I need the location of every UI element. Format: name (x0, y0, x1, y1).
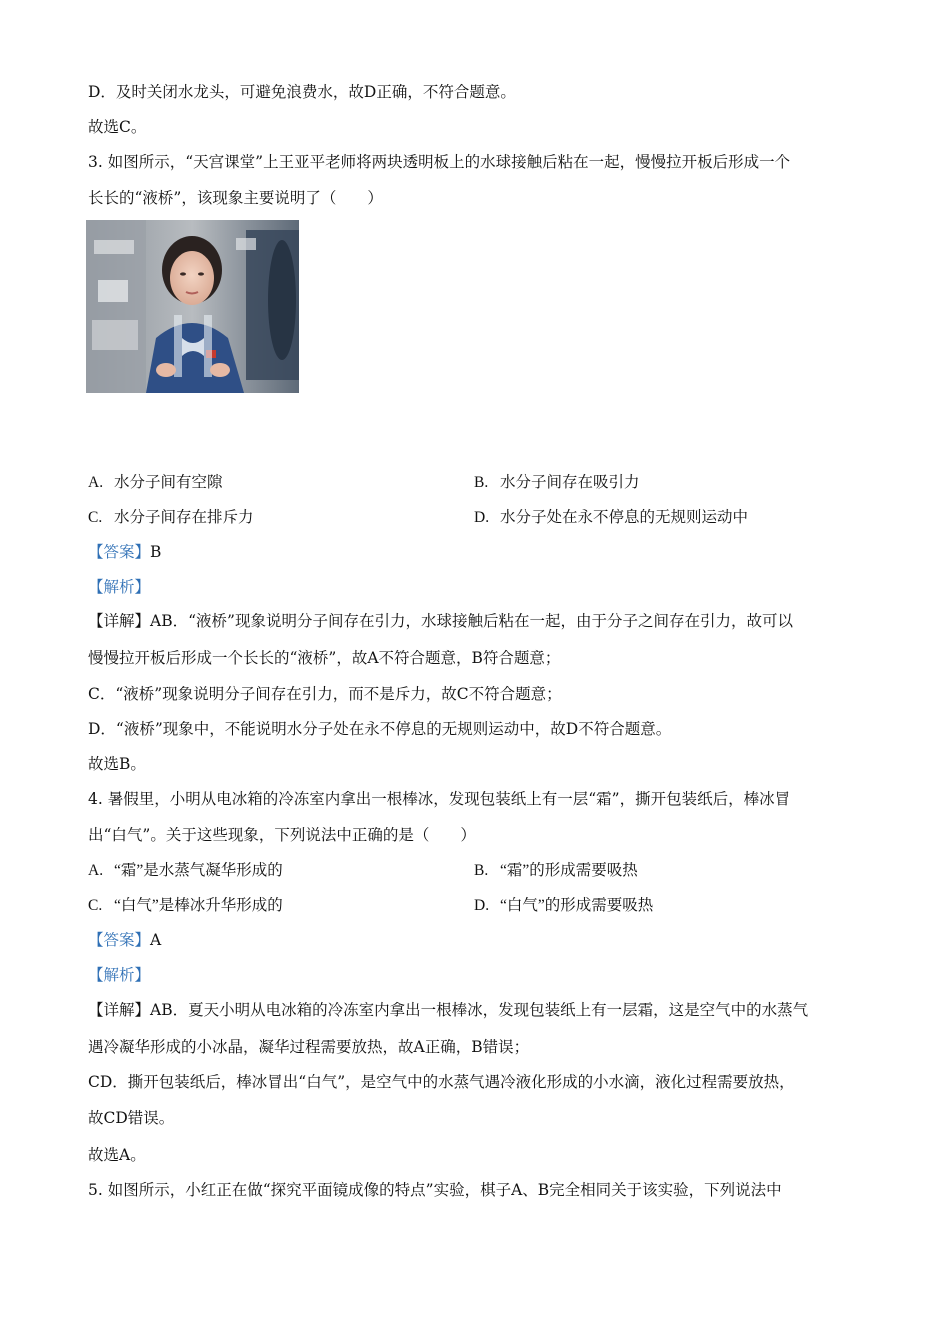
q2-choice: 故选C。 (88, 118, 147, 136)
q5-stem-line-1: 5. 如图所示，小红正在做“探究平面镜成像的特点”实验，棋子A、B完全相同关于该实验，下列说法中 (88, 1181, 782, 1199)
q2-option-d-analysis: D．及时关闭水龙头，可避免浪费水，故D正确，不符合题意。 (88, 83, 516, 101)
q4-option-d (474, 896, 653, 916)
q3-option-a (88, 473, 223, 493)
option-letter: C. (88, 897, 103, 914)
option-text: “白气”是棒冰升华形成的 (114, 897, 283, 914)
detail-tag: 【详解】 (88, 612, 151, 630)
answer-tag: 【答案】 (88, 931, 151, 949)
q3-answer (88, 542, 161, 562)
answer-tag: 【答案】 (88, 543, 151, 561)
option-letter: A. (88, 474, 104, 491)
q4-detail-line-4: 故CD错误。 (88, 1109, 175, 1127)
q3-detail-line-2: 慢慢拉开板后形成一个长长的“液桥”，故A不符合题意，B符合题意； (88, 649, 561, 667)
detail-text: AB．夏天小明从电冰箱的冷冻室内拿出一根棒冰，发现包装纸上有一层霜，这是空气中的水蒸气 (150, 1001, 809, 1019)
q3-detail-line-4: D．“液桥”现象中，不能说明水分子处在永不停息的无规则运动中，故D不符合题意。 (88, 720, 672, 738)
option-text: 水分子间有空隙 (114, 474, 223, 491)
q3-detail-line-3: C．“液桥”现象说明分子间存在引力，而不是斥力，故C不符合题意； (88, 685, 562, 703)
detail-text: AB．“液桥”现象说明分子间存在引力，水球接触后粘在一起，由于分子之间存在引力，故可以 (150, 612, 793, 630)
q3-option-d (474, 508, 748, 528)
q4-stem-line-1: 4. 暑假里，小明从电冰箱的冷冻室内拿出一根棒冰，发现包装纸上有一层“霜”，撕开包装纸后，棒冰冒 (88, 790, 791, 808)
option-letter: B. (474, 474, 489, 491)
option-letter: A. (88, 862, 104, 879)
option-letter: B. (474, 862, 489, 879)
q4-option-b (474, 861, 638, 881)
q3-stem-line-1: 3. 如图所示，“天宫课堂”上王亚平老师将两块透明板上的水球接触后粘在一起，慢慢拉开板后形成一个 (88, 153, 791, 171)
q4-stem-line-2: 出“白气”。关于这些现象，下列说法中正确的是（ ） (88, 826, 476, 844)
q4-detail-line-3: CD．撕开包装纸后，棒冰冒出“白气”，是空气中的水蒸气遇冷液化形成的小水滴，液化过程需要放热， (88, 1073, 795, 1091)
q4-option-a (88, 861, 283, 881)
option-text: 水分子处在永不停息的无规则运动中 (500, 509, 749, 526)
q3-option-c (88, 508, 254, 528)
answer-value: A (150, 931, 162, 949)
q3-photo-liquid-bridge (86, 220, 299, 393)
q3-option-b (474, 473, 640, 493)
q3-detail-line-1 (88, 611, 793, 631)
option-letter: D. (474, 509, 490, 526)
option-text: 水分子间存在吸引力 (500, 474, 640, 491)
option-text: 水分子间存在排斥力 (114, 509, 254, 526)
q3-stem-line-2: 长长的“液桥”，该现象主要说明了（ ） (88, 189, 383, 207)
q4-answer (88, 930, 161, 950)
option-text: “白气”的形成需要吸热 (500, 897, 654, 914)
q4-option-c (88, 896, 283, 916)
q4-analysis-tag: 【解析】 (88, 966, 151, 984)
q3-choice: 故选B。 (88, 755, 146, 773)
q3-photo-illustration (86, 220, 299, 393)
q4-detail-line-1 (88, 1000, 808, 1020)
option-letter: D. (474, 897, 490, 914)
q4-detail-line-2: 遇冷凝华形成的小冰晶，凝华过程需要放热，故A正确，B错误； (88, 1038, 530, 1056)
q3-analysis-tag: 【解析】 (88, 578, 151, 596)
q4-choice: 故选A。 (88, 1146, 146, 1164)
option-text: “霜”的形成需要吸热 (500, 862, 638, 879)
option-letter: C. (88, 509, 103, 526)
detail-tag: 【详解】 (88, 1001, 151, 1019)
option-text: “霜”是水蒸气凝华形成的 (114, 862, 283, 879)
answer-value: B (150, 543, 162, 561)
